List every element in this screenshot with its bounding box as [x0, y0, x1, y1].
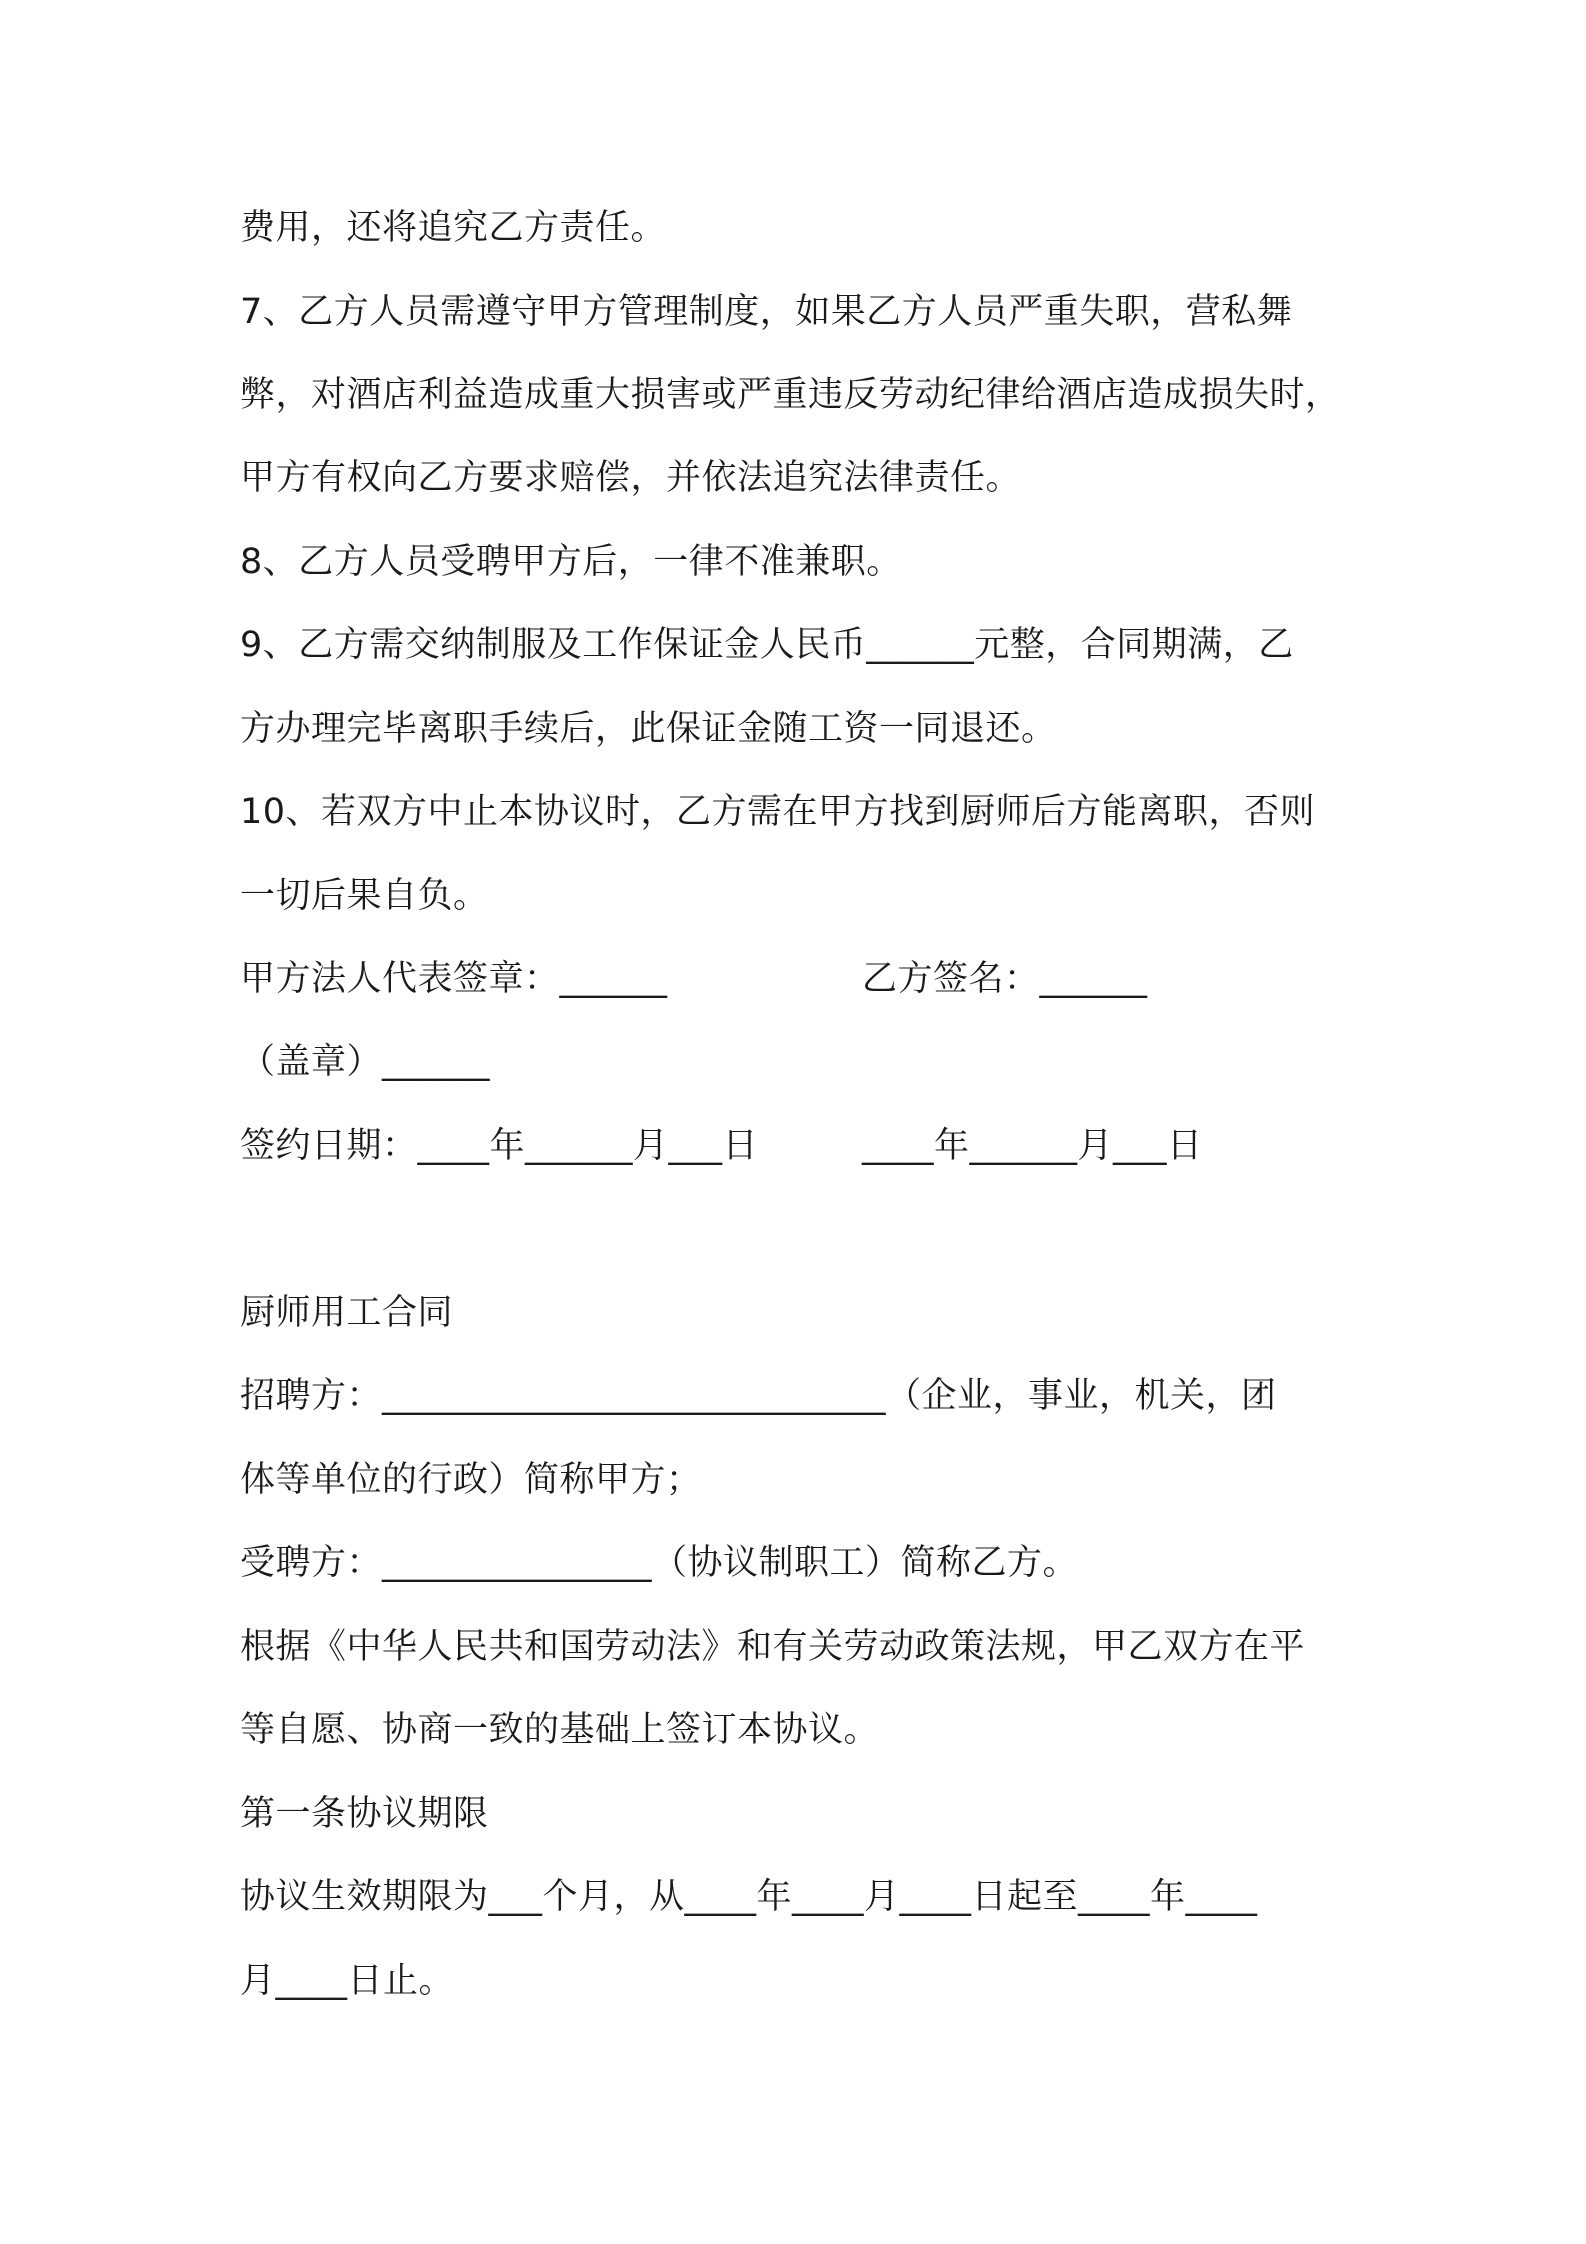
clause-10-line-2: 一切后果自负。	[240, 876, 489, 916]
clause-7-line-3: 甲方有权向乙方要求赔偿，并依法追究法律责任。	[240, 458, 1022, 498]
employer-line-2: 体等单位的行政）简称甲方；	[240, 1460, 702, 1500]
employer-line-1: 招聘方：____________________________（企业，事业，机关，团	[240, 1376, 1277, 1416]
seal-line: （盖章）______	[240, 1042, 491, 1082]
clause-9-line-1: 9、乙方需交纳制服及工作保证金人民币______元整，合同期满，乙	[240, 625, 1294, 665]
clause-9-line-2: 方办理完毕离职手续后，此保证金随工资一同退还。	[240, 709, 1057, 749]
article-1-heading: 第一条协议期限	[240, 1794, 489, 1834]
basis-line-1: 根据《中华人民共和国劳动法》和有关劳动政策法规，甲乙双方在平	[240, 1627, 1306, 1667]
clause-10-line-1: 10、若双方中止本协议时，乙方需在甲方找到厨师后方能离职，否则	[240, 792, 1316, 832]
term-line-1: 协议生效期限为___个月，从____年____月____日起至____年____	[240, 1877, 1258, 1917]
signing-date-b: ____年______月___日	[862, 1126, 1203, 1166]
employee-line: 受聘方：_______________（协议制职工）简称乙方。	[240, 1543, 1079, 1583]
party-b-signature: 乙方签名：______	[862, 959, 1148, 999]
clause-7-line-2: 弊，对酒店利益造成重大损害或严重违反劳动纪律给酒店造成损失时，	[240, 375, 1341, 415]
contract-title: 厨师用工合同	[240, 1293, 454, 1333]
party-a-signature: 甲方法人代表签章：______	[240, 959, 668, 999]
paragraph-line: 费用，还将追究乙方责任。	[240, 208, 667, 248]
signing-date-a: 签约日期：____年______月___日	[240, 1126, 759, 1166]
basis-line-2: 等自愿、协商一致的基础上签订本协议。	[240, 1710, 880, 1750]
term-line-2: 月____日止。	[240, 1961, 455, 2001]
clause-8: 8、乙方人员受聘甲方后，一律不准兼职。	[240, 542, 902, 582]
clause-7-line-1: 7、乙方人员需遵守甲方管理制度，如果乙方人员严重失职，营私舞	[240, 292, 1293, 332]
